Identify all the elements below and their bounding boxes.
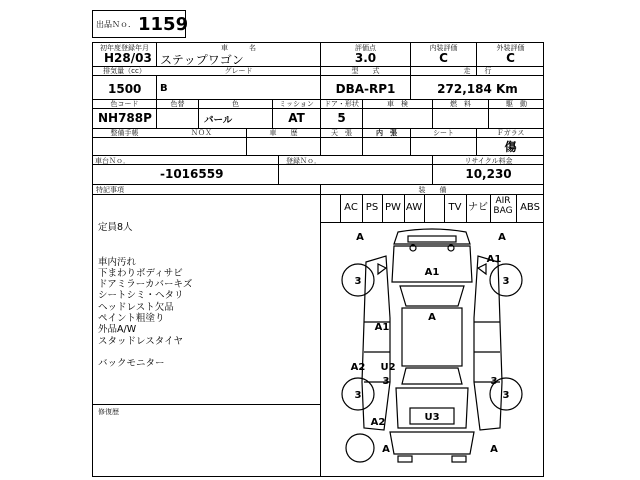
recycle-label: リサイクル料金: [464, 157, 513, 165]
remark-line: [98, 347, 192, 358]
remark-line: ドアミラーカバーキズ: [98, 279, 193, 291]
doors-value: 5: [337, 111, 346, 125]
displacement-label: 排気量（cc）: [103, 67, 146, 75]
lot-number-value: 1159: [138, 14, 189, 35]
mark: U2: [380, 362, 396, 373]
remark-line: スタッドレスタイヤ: [98, 335, 184, 347]
year-value: H28/03: [104, 51, 152, 65]
color-change-label: 色替: [170, 100, 185, 108]
mark: 3: [354, 390, 362, 401]
mark: A: [498, 232, 506, 243]
inspection-label: 車 検: [387, 100, 408, 108]
chassis-value: -1016559: [160, 167, 224, 181]
mark: A: [490, 444, 498, 455]
mark: 3: [490, 376, 498, 387]
model-label: 型 式: [351, 67, 380, 75]
grade-value: B: [160, 83, 168, 94]
color-code-label: 色コード: [110, 100, 139, 108]
remark-line: 下まわりボディサビ: [98, 267, 183, 279]
nox-label: ＮＯＸ: [191, 129, 212, 137]
displacement-value: 1500: [108, 82, 142, 96]
equip-ps: PS: [365, 202, 379, 213]
remark-line: 外品A/W: [98, 324, 137, 336]
history-label: 車 歴: [269, 129, 298, 137]
mileage-value: 272,184 Km: [437, 82, 518, 96]
repair-label: 修復歴: [98, 408, 119, 416]
score-label: 評価点: [355, 44, 376, 52]
remark-line: シートシミ・ヘタリ: [98, 290, 184, 302]
equip-abs: ABS: [520, 202, 540, 213]
interior-label: 内装評価: [429, 44, 458, 52]
color-label: 色: [232, 100, 239, 108]
name-value: ステップワゴン: [160, 53, 244, 67]
equip-navi: ナビ: [468, 202, 488, 213]
seat-label: シート: [433, 129, 454, 137]
drive-label: 駆 動: [506, 100, 527, 108]
score-value: 3.0: [354, 51, 377, 65]
exterior-value: C: [506, 51, 515, 65]
equipment-label: 装 備: [418, 186, 447, 194]
remark-line: 車内汚れ: [98, 256, 137, 268]
color-code-value: NH788P: [98, 111, 152, 125]
fuel-label: 燃 料: [450, 100, 471, 108]
reg-label: 登録Ｎｏ．: [286, 157, 321, 165]
mark: U3: [424, 412, 440, 423]
equip-aw: AW: [405, 202, 423, 213]
remark-line: [98, 245, 192, 256]
mission-value: AT: [288, 111, 305, 125]
mark: A2: [370, 417, 386, 428]
model-value: DBA-RP1: [335, 82, 396, 96]
mark: A1: [374, 322, 390, 333]
interior-value: C: [439, 51, 448, 65]
mark: A1: [424, 267, 440, 278]
mark: 3: [382, 376, 390, 387]
equip-pw: PW: [385, 202, 401, 213]
remark-line: 定員8人: [98, 222, 133, 233]
mark: 3: [502, 276, 510, 287]
color-value: パール: [204, 115, 233, 126]
remark-line: [98, 234, 192, 245]
remarks-list: [98, 222, 192, 370]
mark: 3: [502, 390, 510, 401]
mark: A: [428, 312, 436, 323]
exterior-label: 外装評価: [496, 44, 525, 52]
mark: 3: [354, 276, 362, 287]
remark-line: ペイント粗塗り: [98, 313, 165, 325]
remark-line: バックモニター: [98, 358, 165, 370]
name-label: 車 名: [221, 44, 256, 52]
vehicle-damage-diagram: [320, 222, 544, 476]
mark: A: [356, 232, 364, 243]
upholstery-label: 内 張: [376, 129, 397, 137]
mileage-label: 走 行: [463, 67, 492, 75]
chassis-label: 車台Ｎｏ．: [95, 157, 130, 165]
mark: A1: [486, 254, 502, 265]
year-label: 初年度登録年月: [100, 44, 149, 52]
equipment-row: [320, 194, 544, 222]
manual-label: 整備手帳: [110, 129, 139, 137]
grade-label: グレード: [224, 67, 253, 75]
equip-airbag: AIR BAG: [493, 196, 513, 216]
f-glass-value: 傷: [504, 140, 517, 154]
recycle-value: 10,230: [465, 167, 512, 181]
equip-ac: AC: [344, 202, 358, 213]
f-glass-label: Ｆガラス: [496, 129, 525, 137]
doors-label: ドア・形状: [324, 100, 359, 108]
mission-label: ミッション: [279, 100, 314, 108]
remark-line: ヘッドレスト欠品: [98, 301, 174, 313]
mark: A: [382, 444, 390, 455]
sunroof-label: 天 張: [331, 129, 352, 137]
lot-number-box: [92, 10, 189, 38]
lot-number-label-text: 出品Ｎｏ．: [96, 20, 136, 29]
equip-tv: TV: [448, 202, 462, 213]
remarks-label: 特記事項: [96, 186, 124, 194]
mark: A2: [350, 362, 366, 373]
